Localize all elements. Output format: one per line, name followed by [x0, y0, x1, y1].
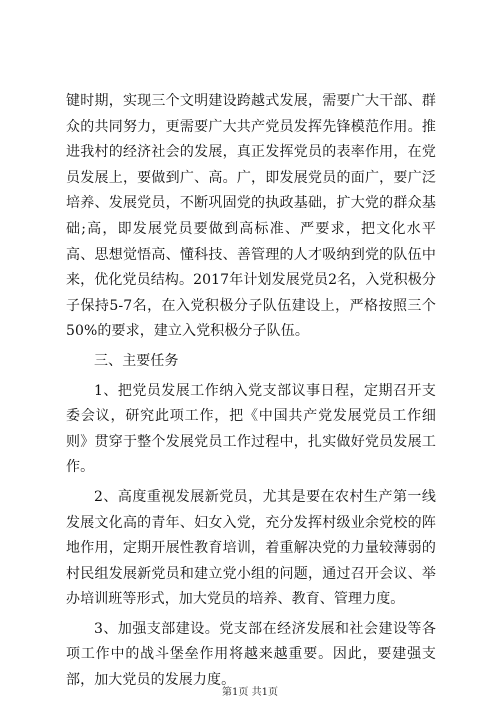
- section-heading-main-tasks: 三、主要任务: [94, 352, 179, 369]
- task-item-2: 2、高度重视发展新党员，尤其是要在农村生产第一线发展文化高的青年、妇女入党，充分发挥村级业余党校的阵地作用，定期开展性教育培训，着重解决党的力量较薄弱的村民组发展新党员和建立党小组的问题，通过召开会议、举办培训班等形式，加大党员的培养、教育、管理力度。: [66, 488, 436, 608]
- page-number-footer: 第1页 共1页: [222, 687, 278, 698]
- task-item-1: 1、把党员发展工作纳入党支部议事日程，定期召开支委会议，研究此项工作，把《中国共产党发展党员工作细则》贯穿于整个发展党员工作过程中，扎实做好党员发展工作。: [66, 382, 436, 476]
- document-body: [66, 89, 436, 694]
- task-item-3: 3、加强支部建设。党支部在经济发展和社会建设等各项工作中的战斗堡垒作用将越来越重要。因此，要建强支部，加大党员的发展力度。: [66, 620, 436, 689]
- paragraph-continuation: 键时期，实现三个文明建设跨越式发展，需要广大干部、群众的共同努力，更需要广大共产党员发挥先锋模范作用。推进我村的经济社会的发展，真正发挥党员的表率作用，在党员发展上，要做到广、高。广，即发展党员的面广，要广泛培养、发展党员，不断巩固党的执政基础，扩大党的群众基础;高，即发展党员要做到高标准、严要求，把文化水平高、思想觉悟高、懂科技、善管理的人才吸纳到党的队伍中来，优化党员结构。2017年计划发展党员2名，入党积极分子保持5-7名，在入党积极分子队伍建设上，严格按照三个50%的要求，建立入党积极分子队伍。: [66, 93, 436, 340]
